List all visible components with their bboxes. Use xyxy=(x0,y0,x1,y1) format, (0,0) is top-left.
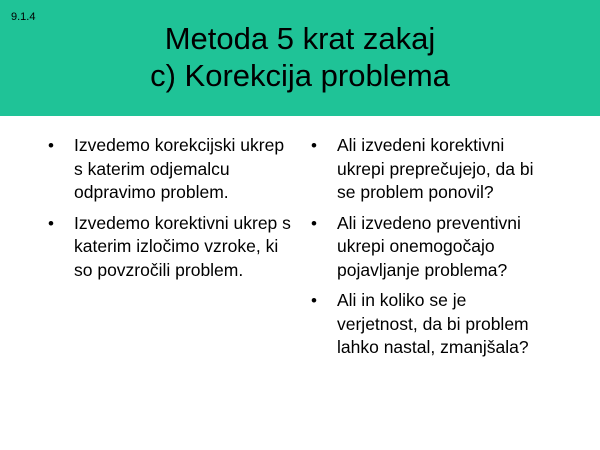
bullet-item xyxy=(46,134,296,205)
right-bullet-list xyxy=(309,134,549,367)
bullet-text: Ali izvedeno preventivni ukrepi onemogočajo pojavljanje problema? xyxy=(337,212,521,280)
title-banner xyxy=(0,0,600,116)
slide-title-line-1: Metoda 5 krat zakaj xyxy=(164,21,436,56)
left-bullet-list xyxy=(46,134,296,289)
bullet-item xyxy=(309,212,549,283)
slide-title xyxy=(0,20,600,94)
bullet-text: Ali in koliko se je verjetnost, da bi problem lahko nastal, zmanjšala? xyxy=(337,290,529,357)
bullet-icon: • xyxy=(311,291,317,310)
bullet-icon: • xyxy=(311,213,317,233)
bullet-text: Izvedemo korektivni ukrep s katerim izločimo vzroke, ki so povzročili problem. xyxy=(74,212,291,280)
bullet-item xyxy=(46,212,296,283)
bullet-icon: • xyxy=(311,136,317,155)
bullet-text: Izvedemo korekcijski ukrep s katerim odjemalcu odpravimo problem. xyxy=(74,135,285,202)
bullet-item xyxy=(309,134,549,205)
bullet-icon: • xyxy=(48,213,54,233)
bullet-text: Ali izvedeni korektivni ukrepi preprečujejo, da bi se problem ponovil? xyxy=(337,135,534,202)
slide-number: 9.1.4 xyxy=(11,11,36,23)
bullet-item xyxy=(309,289,549,360)
slide-title-line-2: c) Korekcija problema xyxy=(150,58,450,93)
bullet-icon: • xyxy=(48,136,54,155)
